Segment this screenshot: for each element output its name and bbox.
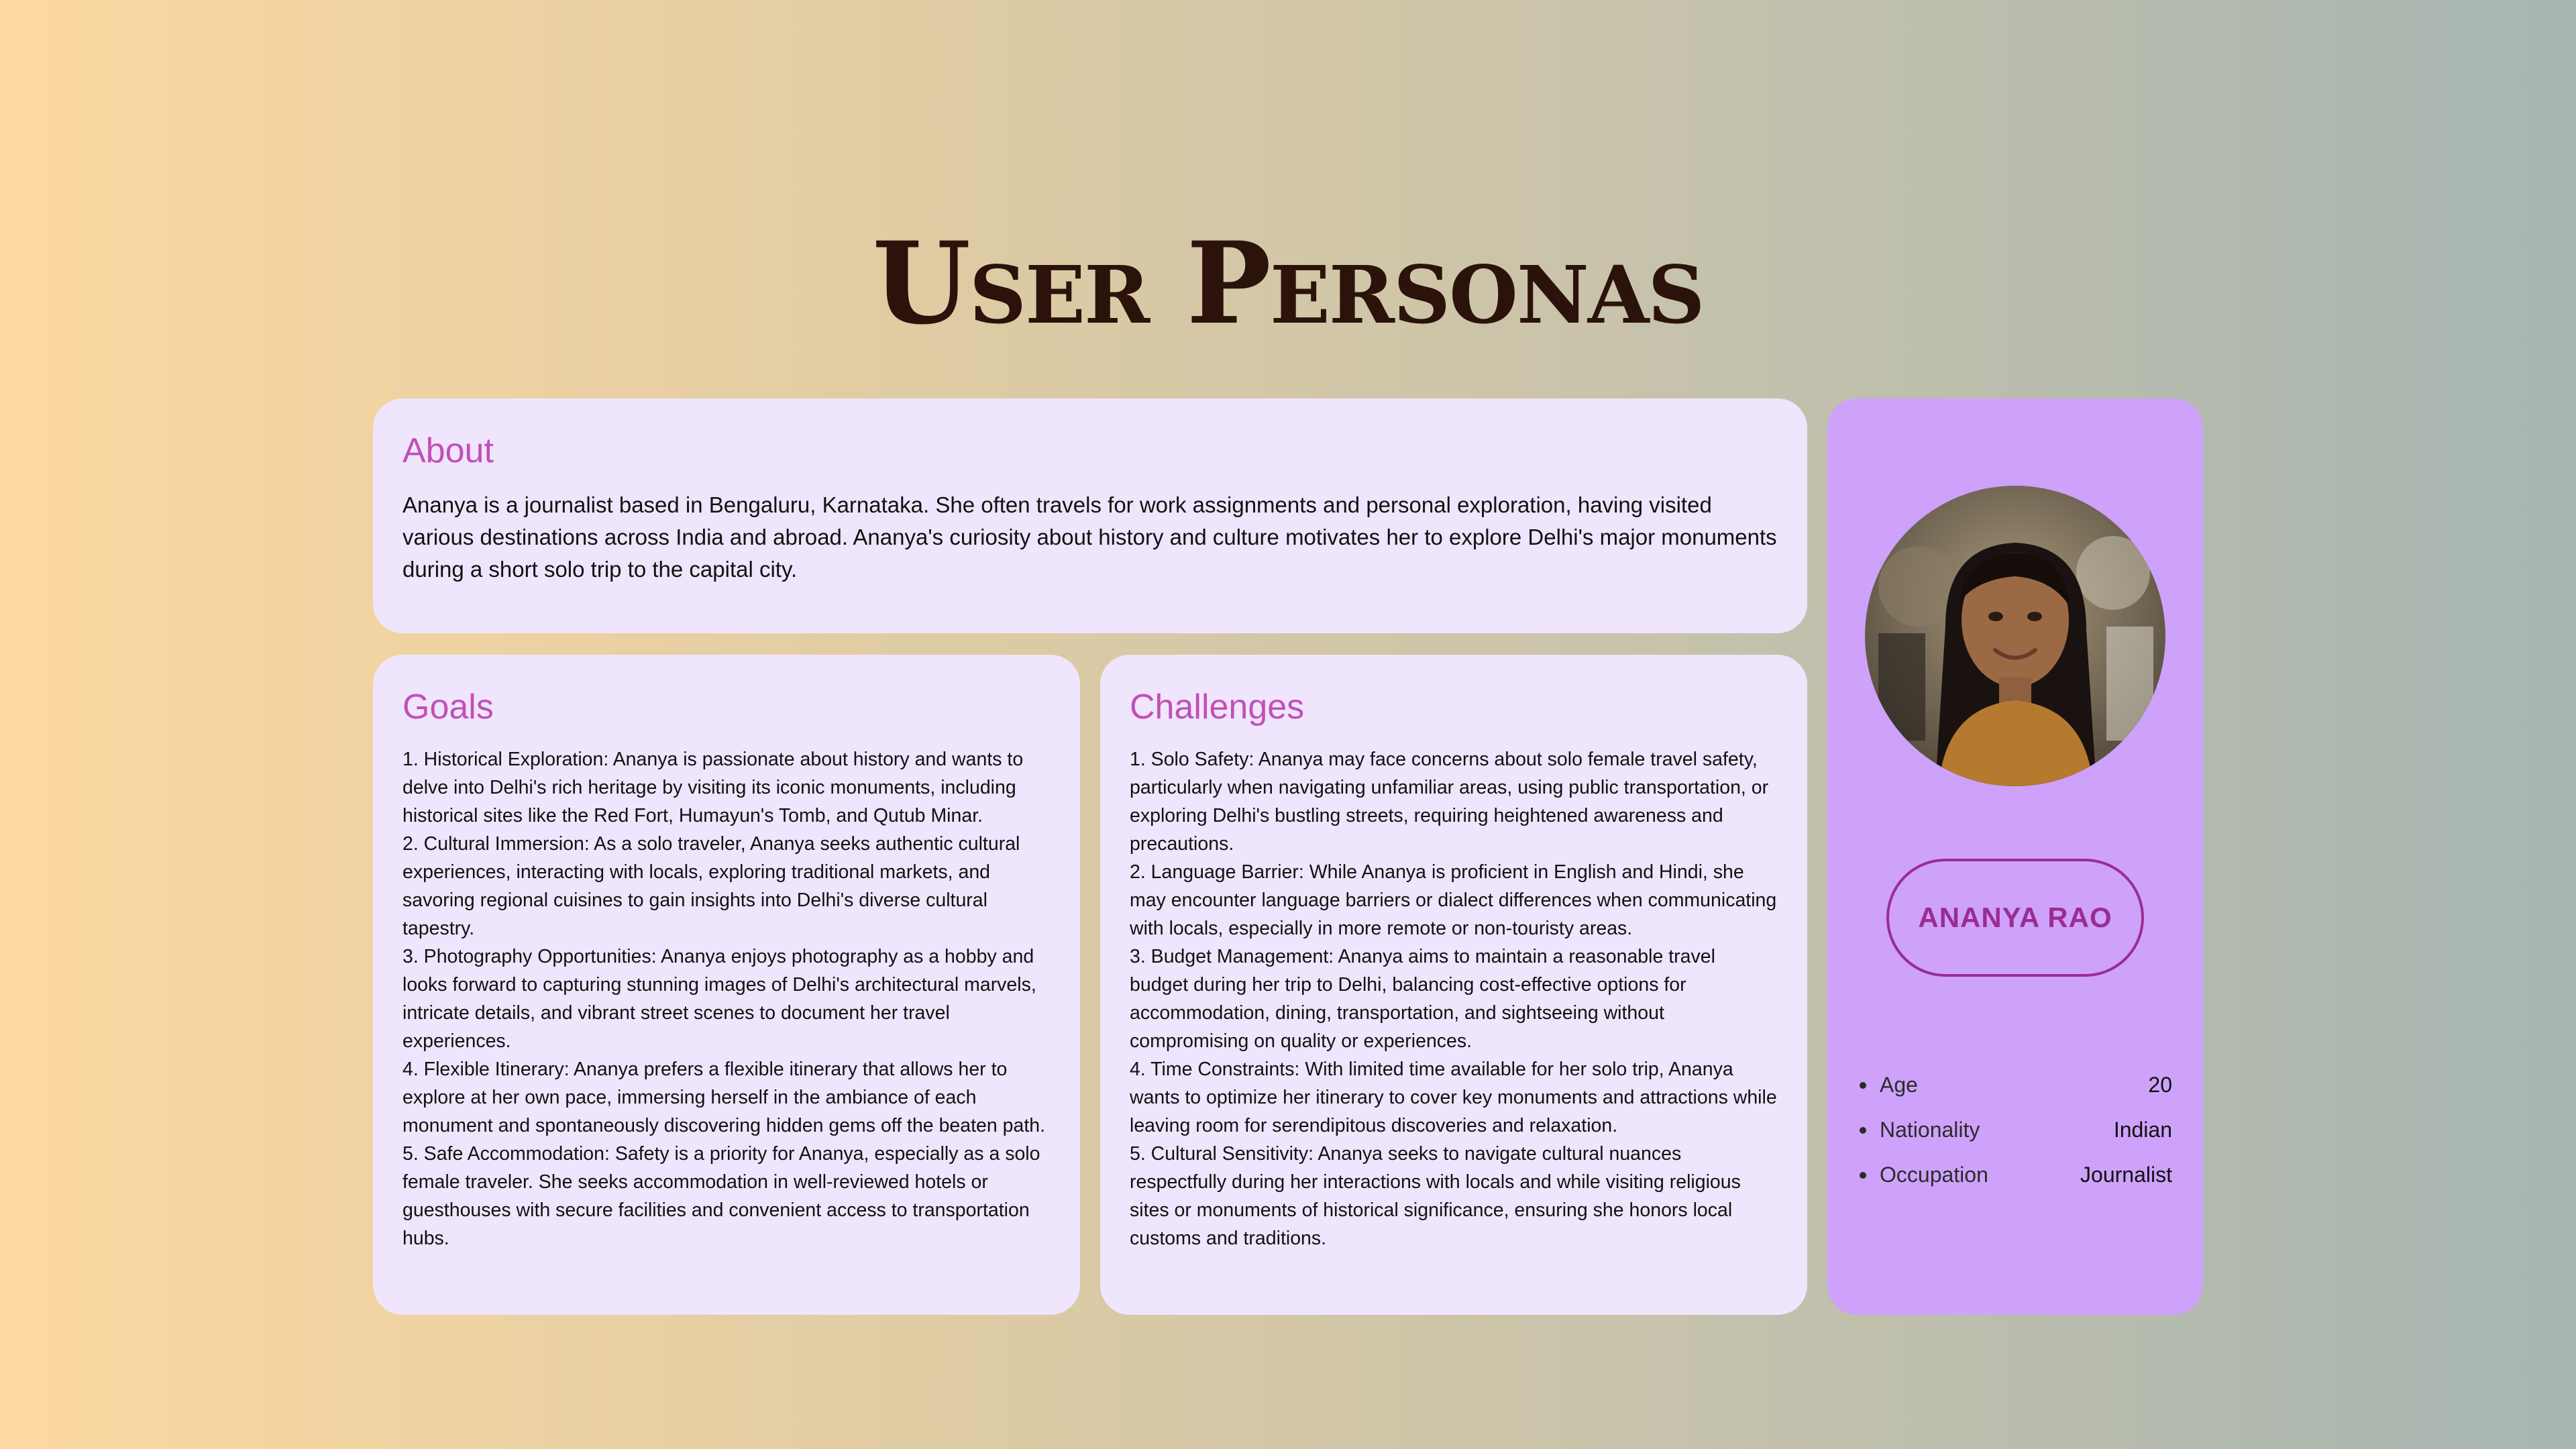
attribute-label: Age xyxy=(1860,1073,1918,1097)
challenge-item: 3. Budget Management: Ananya aims to maintain a reasonable travel budget during her trip to Delhi, balancing cost-effective options for accommodation, dining, transportation, and sightseeing without compromising on quality or experiences. xyxy=(1130,946,1715,1053)
goals-heading: Goals xyxy=(402,688,494,727)
attribute-age xyxy=(1860,1063,2172,1108)
attribute-label: Nationality xyxy=(1860,1118,1980,1142)
attribute-occupation xyxy=(1860,1152,2172,1197)
person-portrait-icon xyxy=(1865,486,2165,786)
goal-item: 5. Safe Accommodation: Safety is a priority for Ananya, especially as a solo female traveler. She seeks accommodation in well-reviewed hotels or guesthouses with secure facilities and convenient access to transportation hubs. xyxy=(402,1143,1040,1250)
challenge-item: 2. Language Barrier: While Ananya is proficient in English and Hindi, she may encounter language barriers or dialect differences when communicating with locals, especially in more remote or non-touristy areas. xyxy=(1130,861,1777,940)
persona-name-badge: ANANYA RAO xyxy=(1886,859,2144,977)
about-card xyxy=(373,398,1807,633)
challenge-item: 5. Cultural Sensitivity: Ananya seeks to navigate cultural nuances respectfully during her interactions with locals and while visiting religious sites or monuments of historical significance, ensuring she honors local customs and traditions. xyxy=(1130,1143,1741,1250)
profile-card xyxy=(1827,398,2203,1315)
goals-card xyxy=(373,655,1080,1315)
about-text: Ananya is a journalist based in Bengaluru, Karnataka. She often travels for work assignments and personal exploration, having visited various destinations across India and abroad. Ananya's curiosity about history and culture motivates her to explore Delhi's major monuments during a short solo trip to the capital city. xyxy=(402,492,1777,582)
page-title: User Personas xyxy=(872,216,1704,350)
attribute-nationality xyxy=(1860,1108,2172,1152)
goal-item: 1. Historical Exploration: Ananya is passionate about history and wants to delve into Delhi's rich heritage by visiting its iconic monuments, including historical sites like the Red Fort, Humayun's Tomb, and Qutub Minar. xyxy=(402,749,1024,827)
attribute-value: Indian xyxy=(2113,1118,2172,1142)
attribute-label: Occupation xyxy=(1860,1163,1988,1187)
persona-attributes xyxy=(1860,1063,2172,1197)
challenge-item: 4. Time Constraints: With limited time available for her solo trip, Ananya wants to optimize her itinerary to cover key monuments and attractions while leaving room for serendipitous discoveries and relaxation. xyxy=(1130,1059,1777,1137)
challenges-card xyxy=(1100,655,1807,1315)
challenge-item: 1. Solo Safety: Ananya may face concerns about solo female travel safety, particularly when navigating unfamiliar areas, using public transportation, or exploring Delhi's bustling streets, requiring heightened awareness and precautions. xyxy=(1130,749,1769,855)
goal-item: 4. Flexible Itinerary: Ananya prefers a flexible itinerary that allows her to explore at her own pace, immersing herself in the ambiance of each monument and spontaneously discovering hidden gems off the beaten path. xyxy=(402,1059,1046,1137)
challenges-heading: Challenges xyxy=(1130,688,1305,727)
goal-item: 3. Photography Opportunities: Ananya enjoys photography as a hobby and looks forward to capturing stunning images of Delhi's architectural marvels, intricate details, and vibrant street scenes to document her travel experiences. xyxy=(402,946,1036,1053)
goals-list xyxy=(402,745,1051,1252)
challenges-list xyxy=(1130,745,1778,1252)
attribute-value: 20 xyxy=(2148,1073,2172,1097)
avatar xyxy=(1865,486,2165,786)
attribute-value: Journalist xyxy=(2080,1163,2172,1187)
goal-item: 2. Cultural Immersion: As a solo traveler, Ananya seeks authentic cultural experiences, interacting with locals, exploring traditional markets, and savoring regional cuisines to gain insights into Delhi's diverse cultural tapestry. xyxy=(402,833,1020,940)
about-heading: About xyxy=(402,431,494,470)
